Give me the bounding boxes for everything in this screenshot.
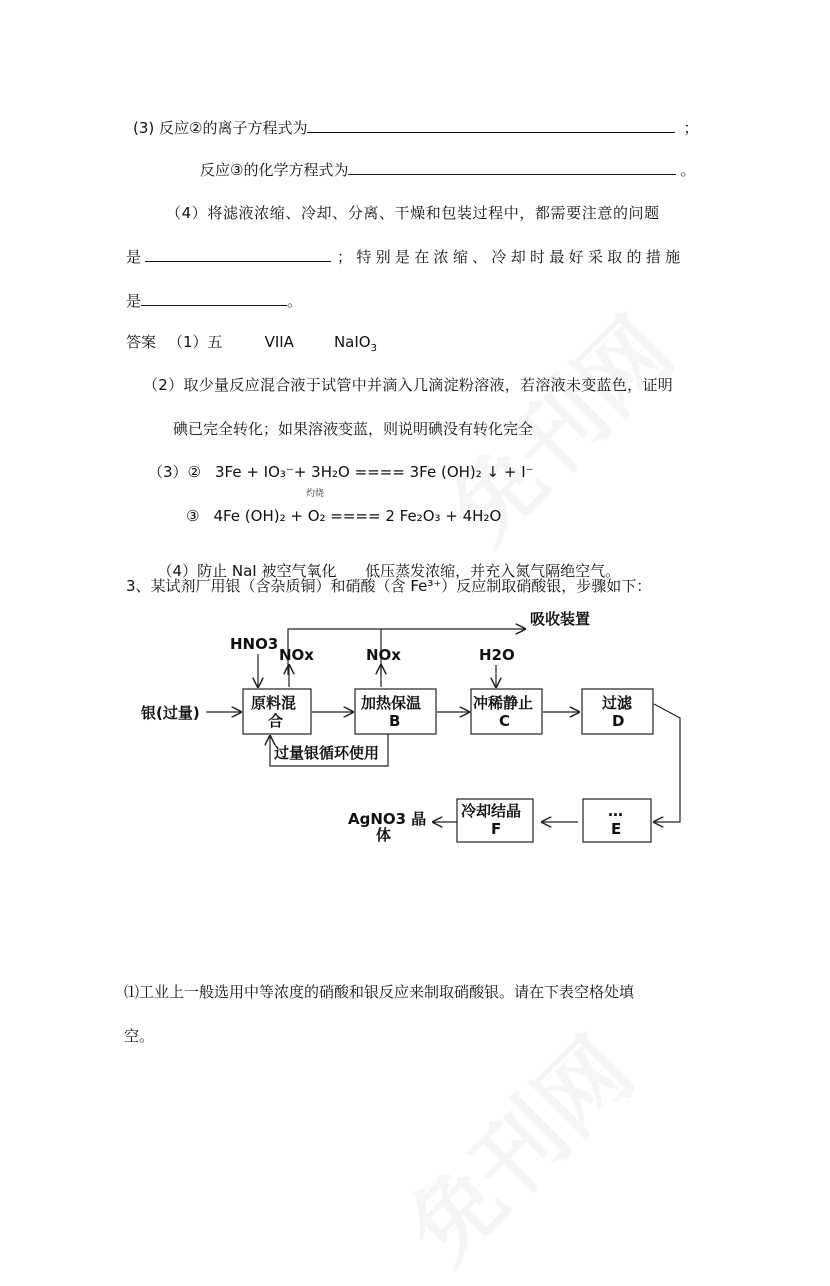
box-b-line2: B — [389, 712, 401, 730]
equation-condition: 灼烧 — [306, 489, 325, 499]
answer-blank[interactable] — [348, 158, 676, 175]
answer-part1-num: （1）五 — [168, 333, 223, 351]
answer-part3-num: （3）② — [148, 463, 201, 481]
sub1-line2 — [124, 1025, 154, 1047]
box-d-line2: D — [612, 712, 625, 730]
problem3-intro — [126, 575, 651, 597]
q4-line2-prefix: 是 — [126, 248, 142, 266]
product-line1: AgNO3 晶 — [348, 810, 427, 828]
answer-blank[interactable] — [145, 245, 331, 262]
watermark — [374, 1004, 657, 1286]
box-a-line2: 合 — [268, 712, 284, 730]
answer-part3-eq3 — [186, 505, 501, 527]
answer-label: 答案 — [126, 333, 157, 351]
q4-line3 — [126, 289, 302, 312]
problem3-intro-text: 3、某试剂厂用银（含杂质铜）和硝酸（含 Fe³⁺）反应制取硝酸银，步骤如下： — [126, 577, 652, 595]
answer-part2-line2 — [173, 418, 533, 440]
hno3-label: HNO3 — [230, 635, 279, 653]
box-b-line1: 加热保温 — [361, 694, 422, 712]
box-f-line1: 冷却结晶 — [461, 802, 522, 820]
answer-part2-text1: （2）取少量反应混合液于试管中并滴入几滴淀粉溶液，若溶液未变蓝色，证明 — [143, 376, 674, 394]
q4-line3-prefix: 是 — [126, 292, 142, 310]
box-a-line1: 原料混 — [251, 694, 297, 712]
q3-line2-end: 。 — [680, 161, 696, 179]
h2o-label: H2O — [479, 646, 515, 664]
box-c-line2: C — [499, 712, 511, 730]
process-flow-diagram — [0, 600, 830, 860]
absorb-label: 吸收装置 — [530, 610, 591, 628]
d-to-e-arrow — [654, 704, 680, 822]
answer-part3-eq2 — [148, 461, 534, 483]
q3-line1 — [133, 116, 698, 139]
q4-line1-text: （4）将滤液浓缩、冷却、分离、干燥和包装过程中，都需要注意的问题 — [166, 204, 660, 222]
product-line2: 体 — [376, 826, 392, 844]
box-c-line1: 冲稀静止 — [473, 694, 534, 712]
recycle-label: 过量银循环使用 — [274, 744, 380, 762]
answer-part2-text2: 碘已完全转化；如果溶液变蓝，则说明碘没有转化完全 — [173, 420, 534, 438]
answer-group: VIIA — [264, 333, 294, 351]
q4-line2-text: ；特别是在浓缩、冷却时最好采取的措施 — [337, 248, 685, 266]
q4-line1 — [166, 202, 660, 224]
box-f-line2: F — [491, 820, 502, 838]
answer-blank[interactable] — [141, 289, 287, 306]
box-e-line2: E — [611, 820, 622, 838]
q4-line3-end: 。 — [287, 292, 303, 310]
q3-line1-text: (3) 反应②的离子方程式为 — [133, 119, 308, 137]
answer-part2-line1 — [143, 374, 673, 396]
box-e-line1: … — [608, 802, 623, 820]
q3-line2 — [200, 158, 695, 181]
silver-input-label: 银(过量) — [141, 704, 200, 722]
q3-line2-text: 反应③的化学方程式为 — [200, 161, 349, 179]
q3-line1-end: ； — [683, 119, 699, 137]
answer-eq3-num: ③ — [186, 507, 200, 525]
q4-line2 — [126, 245, 684, 268]
sub1-line1 — [124, 981, 634, 1003]
sub1-text1: ⑴工业上一般选用中等浓度的硝酸和银反应来制取硝酸银。请在下表空格处填 — [124, 983, 635, 1001]
answer-part4-text: （4）防止 NaI 被空气氧化 低压蒸发浓缩，并充入氮气隔绝空气。 — [157, 562, 621, 580]
answer-formula: NaIO — [333, 333, 371, 351]
equation-3: 4Fe (OH)₂ + O₂ ==== 2 Fe₂O₃ + 4H₂O — [213, 507, 502, 525]
sub1-text2: 空。 — [124, 1027, 155, 1045]
answer-part1 — [126, 331, 377, 353]
answer-formula-sub: 3 — [370, 343, 377, 354]
answer-blank[interactable] — [307, 116, 675, 133]
nox1-label: NOx — [279, 646, 314, 664]
nox2-label: NOx — [366, 646, 401, 664]
equation-2: 3Fe + IO₃⁻+ 3H₂O ==== 3Fe (OH)₂ ↓ + I⁻ — [215, 463, 534, 481]
box-d-line1: 过滤 — [602, 694, 633, 712]
